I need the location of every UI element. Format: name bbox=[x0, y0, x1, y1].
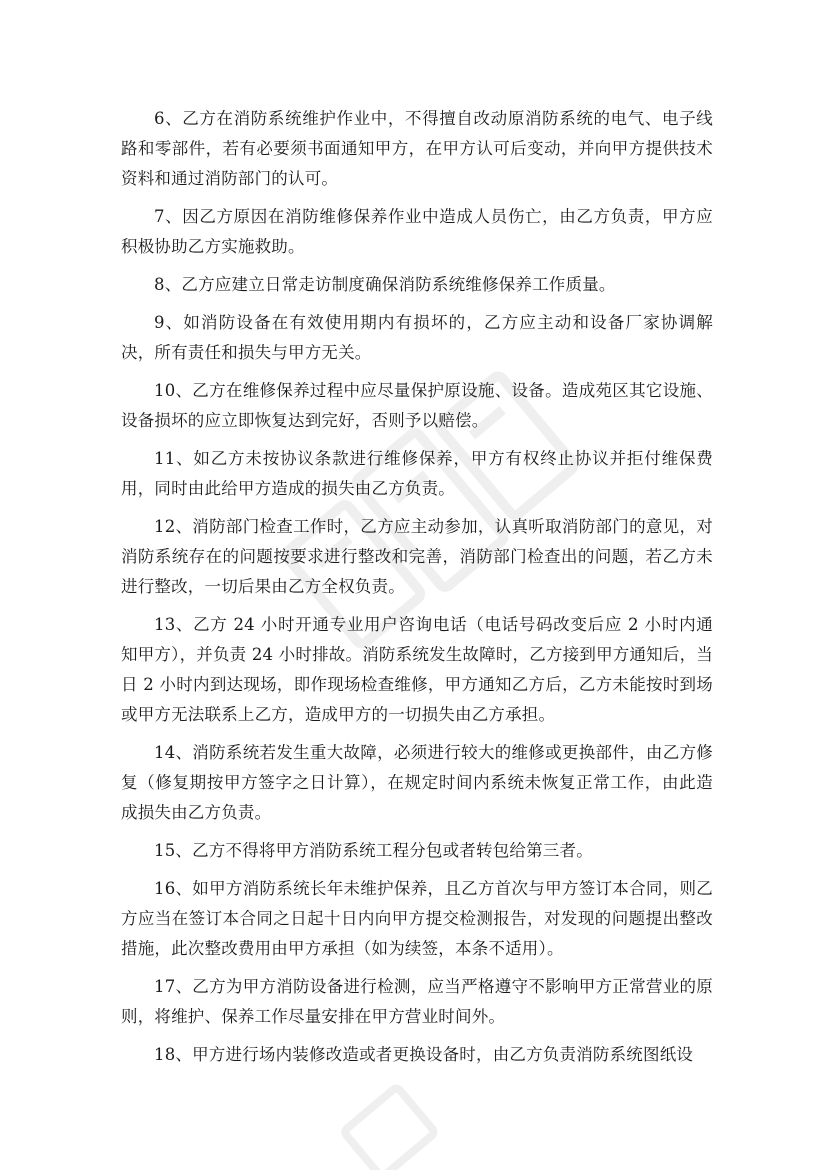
clause-9: 9、如消防设备在有效使用期内有损坏的，乙方应主动和设备厂家协调解决，所有责任和损失与甲方无关。 bbox=[121, 313, 713, 362]
clause-16: 16、如甲方消防系统长年未维护保养，且乙方首次与甲方签订本合同，则乙方应当在签订本合同之日起十日内向甲方提交检测报告，对发现的问题提出整改措施，此次整改费用由甲方承担（如为续签，本条不适用）。 bbox=[121, 879, 713, 958]
clause-15: 15、乙方不得将甲方消防系统工程分包或者转包给第三者。 bbox=[154, 841, 593, 860]
clause-13: 13、乙方 24 小时开通专业用户咨询电话（电话号码改变后应 2 小时内通知甲方），并负责 24 小时排故。消防系统发生故障时，乙方接到甲方通知后，当日 2 小时内到达现场，即作现场检查维修，甲方通知乙方后，乙方未能按时到场或甲方无法联系上乙方，造成甲方的一切损失由乙方承担。 bbox=[121, 615, 713, 724]
watermark-fragment bbox=[330, 1080, 450, 1170]
clause-6: 6、乙方在消防系统维护作业中，不得擅自改动原消防系统的电气、电子线路和零部件，若有必要须书面通知甲方，在甲方认可后变动，并向甲方提供技术资料和通过消防部门的认可。 bbox=[121, 109, 713, 188]
clause-18: 18、甲方进行场内装修改造或者更换设备时，由乙方负责消防系统图纸设 bbox=[154, 1045, 694, 1064]
clause-12: 12、消防部门检查工作时，乙方应主动参加，认真听取消防部门的意见，对消防系统存在的问题按要求进行整改和完善，消防部门检查出的问题，若乙方未进行整改，一切后果由乙方全权负责。 bbox=[121, 517, 713, 596]
clause-17: 17、乙方为甲方消防设备进行检测，应当严格遵守不影响甲方正常营业的原则，将维护、保养工作尽量安排在甲方营业时间外。 bbox=[121, 977, 713, 1026]
clause-14: 14、消防系统若发生重大故障，必须进行较大的维修或更换部件，由乙方修复（修复期按甲方签字之日计算），在规定时间内系统未恢复正常工作，由此造成损失由乙方负责。 bbox=[121, 743, 713, 822]
clause-11: 11、如乙方未按协议条款进行维修保养，甲方有权终止协议并拒付维保费用，同时由此给甲方造成的损失由乙方负责。 bbox=[121, 449, 713, 498]
clause-8: 8、乙方应建立日常走访制度确保消防系统维修保养工作质量。 bbox=[154, 275, 616, 294]
clause-10: 10、乙方在维修保养过程中应尽量保护原设施、设备。造成苑区其它设施、设备损坏的应立即恢复达到完好，否则予以赔偿。 bbox=[121, 381, 713, 430]
clause-7: 7、因乙方原因在消防维修保养作业中造成人员伤亡，由乙方负责，甲方应积极协助乙方实施救助。 bbox=[121, 207, 713, 256]
document-body bbox=[121, 104, 713, 1078]
